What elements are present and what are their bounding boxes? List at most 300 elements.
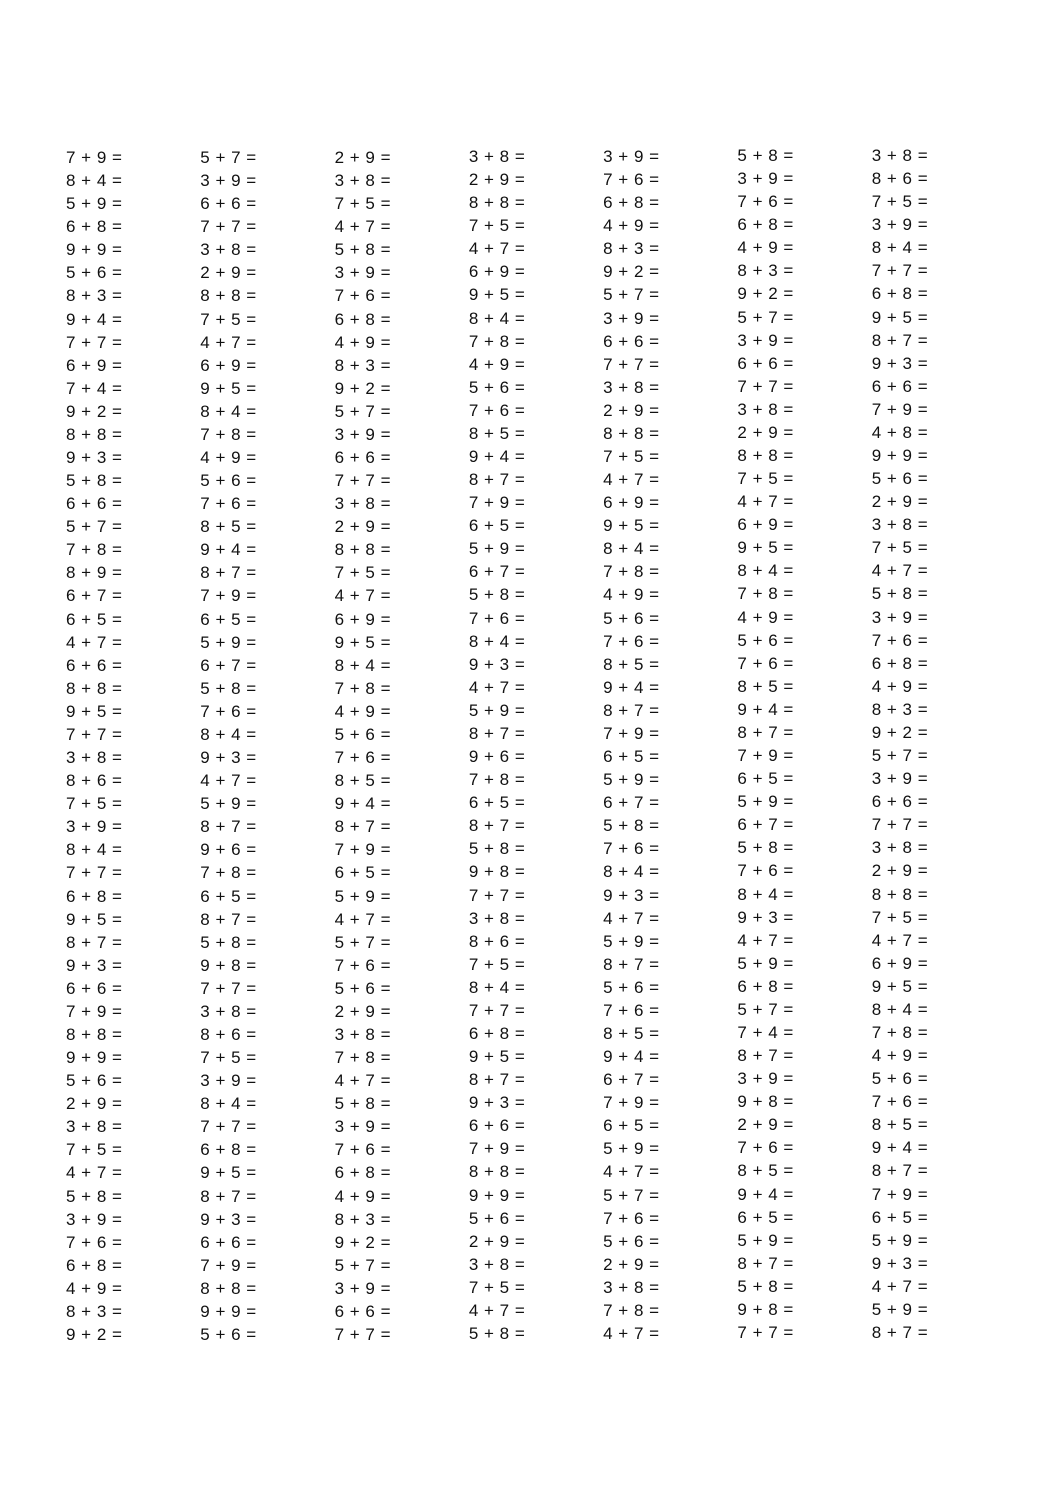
problem-column-4 xyxy=(469,145,603,1346)
addition-problem: 5 + 6 = xyxy=(871,469,929,489)
addition-problem: 8 + 8 = xyxy=(468,1162,526,1182)
addition-problem: 9 + 2 = xyxy=(334,1232,391,1252)
addition-problem: 8 + 4 = xyxy=(66,171,123,191)
addition-problem: 4 + 9 = xyxy=(334,1186,391,1206)
addition-problem: 8 + 4 = xyxy=(200,724,257,744)
addition-problem: 5 + 6 = xyxy=(603,608,660,628)
addition-problem: 6 + 7 = xyxy=(468,562,526,582)
addition-problem: 7 + 5 = xyxy=(871,907,929,927)
addition-problem: 6 + 9 = xyxy=(66,355,123,375)
addition-problem: 9 + 2 = xyxy=(66,1324,123,1344)
addition-problem: 7 + 9 = xyxy=(871,1184,929,1204)
addition-problem: 8 + 6 = xyxy=(871,169,929,189)
addition-problem: 9 + 4 = xyxy=(66,309,123,329)
addition-problem: 5 + 8 = xyxy=(66,1186,123,1206)
addition-problem: 7 + 6 = xyxy=(200,494,257,514)
addition-problem: 5 + 9 = xyxy=(871,1299,929,1319)
addition-problem: 7 + 7 = xyxy=(871,815,929,835)
addition-problem: 7 + 9 = xyxy=(468,493,526,513)
addition-problem: 8 + 4 = xyxy=(871,999,929,1019)
addition-problem: 6 + 6 = xyxy=(200,194,257,214)
addition-problem: 4 + 9 = xyxy=(737,238,794,258)
addition-problem: 7 + 6 = xyxy=(603,631,660,651)
addition-problem: 7 + 6 = xyxy=(468,608,526,628)
addition-problem: 9 + 2 = xyxy=(334,378,391,398)
addition-problem: 9 + 5 = xyxy=(737,538,794,558)
addition-problem: 7 + 7 = xyxy=(871,261,929,281)
addition-problem: 3 + 8 = xyxy=(468,908,526,928)
addition-problem: 7 + 6 = xyxy=(66,1232,123,1252)
addition-problem: 3 + 9 = xyxy=(66,1209,123,1229)
addition-problem: 5 + 6 = xyxy=(334,724,391,744)
addition-problem: 3 + 9 = xyxy=(334,1117,391,1137)
addition-problem: 8 + 8 = xyxy=(200,1278,257,1298)
addition-problem: 6 + 7 = xyxy=(603,1070,660,1090)
addition-problem: 6 + 8 = xyxy=(871,284,929,304)
addition-problem: 8 + 7 = xyxy=(603,700,660,720)
addition-problem: 4 + 7 = xyxy=(200,771,257,791)
addition-problem: 5 + 8 = xyxy=(200,932,257,952)
addition-problem: 6 + 5 = xyxy=(200,886,257,906)
addition-problem: 9 + 6 = xyxy=(468,747,526,767)
addition-problem: 6 + 5 = xyxy=(468,516,526,536)
addition-problem: 8 + 7 = xyxy=(468,470,526,490)
addition-problem: 8 + 4 = xyxy=(871,238,929,258)
addition-problem: 3 + 9 = xyxy=(871,215,929,235)
addition-problem: 5 + 7 = xyxy=(334,1255,391,1275)
addition-problem: 9 + 8 = xyxy=(737,1092,794,1112)
problem-column-5 xyxy=(603,145,737,1346)
addition-problem: 5 + 8 = xyxy=(66,471,123,491)
addition-problem: 4 + 7 = xyxy=(468,677,526,697)
addition-problem: 8 + 4 = xyxy=(603,539,660,559)
addition-problem: 8 + 9 = xyxy=(66,563,123,583)
addition-problem: 7 + 6 = xyxy=(334,286,391,306)
addition-problem: 3 + 9 = xyxy=(603,308,660,328)
addition-problem: 3 + 8 = xyxy=(603,1277,660,1297)
addition-problem: 3 + 8 = xyxy=(66,1117,123,1137)
addition-problem: 9 + 9 = xyxy=(200,1301,257,1321)
addition-problem: 7 + 5 = xyxy=(200,1048,257,1068)
addition-problem: 4 + 9 = xyxy=(200,448,257,468)
addition-problem: 7 + 5 = xyxy=(66,1140,123,1160)
addition-problem: 2 + 9 = xyxy=(871,861,929,881)
addition-worksheet xyxy=(66,144,1006,1346)
addition-problem: 7 + 8 = xyxy=(66,540,123,560)
addition-problem: 3 + 8 = xyxy=(871,146,929,165)
addition-problem: 5 + 8 = xyxy=(737,146,794,165)
addition-problem: 5 + 6 = xyxy=(871,1069,929,1089)
addition-problem: 7 + 8 = xyxy=(603,562,660,582)
problem-column-1 xyxy=(66,146,200,1346)
addition-problem: 8 + 8 = xyxy=(66,678,123,698)
addition-problem: 9 + 5 = xyxy=(871,307,929,327)
addition-problem: 8 + 7 = xyxy=(468,816,526,836)
addition-problem: 8 + 7 = xyxy=(603,954,660,974)
addition-problem: 8 + 7 = xyxy=(871,1161,929,1181)
addition-problem: 4 + 7 = xyxy=(871,561,929,581)
addition-problem: 8 + 4 = xyxy=(468,977,526,997)
addition-problem: 8 + 7 = xyxy=(334,817,391,837)
addition-problem: 5 + 8 = xyxy=(200,678,257,698)
addition-problem: 3 + 9 = xyxy=(737,1069,794,1089)
addition-problem: 4 + 8 = xyxy=(871,422,929,442)
addition-problem: 2 + 9 = xyxy=(66,1094,123,1114)
addition-problem: 5 + 9 = xyxy=(871,1230,929,1250)
addition-problem: 8 + 7 = xyxy=(737,722,794,742)
addition-problem: 7 + 7 = xyxy=(468,1000,526,1020)
addition-problem: 6 + 5 = xyxy=(468,793,526,813)
addition-problem: 7 + 8 = xyxy=(603,1300,660,1320)
addition-problem: 5 + 9 = xyxy=(737,953,794,973)
addition-problem: 7 + 9 = xyxy=(468,1139,526,1159)
addition-problem: 4 + 7 = xyxy=(334,1071,391,1091)
addition-problem: 5 + 9 = xyxy=(737,1230,794,1250)
addition-problem: 7 + 6 = xyxy=(334,748,391,768)
addition-problem: 9 + 6 = xyxy=(200,840,257,860)
addition-problem: 5 + 7 = xyxy=(871,746,929,766)
addition-problem: 8 + 7 = xyxy=(468,1070,526,1090)
addition-problem: 6 + 9 = xyxy=(200,355,257,375)
addition-problem: 2 + 9 = xyxy=(871,492,929,512)
addition-problem: 9 + 3 = xyxy=(737,907,794,927)
addition-problem: 7 + 5 = xyxy=(603,447,660,467)
addition-problem: 8 + 8 = xyxy=(871,884,929,904)
addition-problem: 6 + 6 = xyxy=(334,1301,391,1321)
addition-problem: 7 + 5 = xyxy=(871,192,929,212)
addition-problem: 9 + 3 = xyxy=(603,885,660,905)
addition-problem: 4 + 7 = xyxy=(871,1276,929,1296)
addition-problem: 9 + 5 = xyxy=(66,909,123,929)
addition-problem: 7 + 5 = xyxy=(871,538,929,558)
addition-problem: 7 + 7 = xyxy=(334,471,391,491)
addition-problem: 8 + 4 = xyxy=(737,561,794,581)
addition-problem: 4 + 7 = xyxy=(603,470,660,490)
addition-problem: 5 + 8 = xyxy=(871,584,929,604)
addition-problem: 8 + 7 = xyxy=(200,909,257,929)
addition-problem: 5 + 9 = xyxy=(334,886,391,906)
addition-problem: 3 + 9 = xyxy=(200,1071,257,1091)
addition-problem: 9 + 9 = xyxy=(66,1048,123,1068)
addition-problem: 4 + 9 = xyxy=(871,676,929,696)
addition-problem: 6 + 7 = xyxy=(737,815,794,835)
addition-problem: 9 + 5 = xyxy=(66,701,123,721)
addition-problem: 5 + 8 = xyxy=(334,1094,391,1114)
addition-problem: 6 + 6 = xyxy=(334,448,391,468)
addition-problem: 5 + 8 = xyxy=(334,240,391,260)
addition-problem: 7 + 6 = xyxy=(737,653,794,673)
addition-problem: 7 + 5 = xyxy=(334,194,391,214)
addition-problem: 8 + 8 = xyxy=(737,446,794,466)
addition-problem: 7 + 7 = xyxy=(737,1322,794,1342)
problem-column-6 xyxy=(737,144,871,1346)
addition-problem: 7 + 9 = xyxy=(603,723,660,743)
addition-problem: 7 + 8 = xyxy=(468,770,526,790)
addition-problem: 4 + 9 = xyxy=(334,701,391,721)
addition-problem: 5 + 8 = xyxy=(468,839,526,859)
addition-problem: 5 + 9 = xyxy=(603,1139,660,1159)
addition-problem: 6 + 9 = xyxy=(603,493,660,513)
addition-problem: 6 + 6 = xyxy=(66,655,123,675)
addition-problem: 8 + 6 = xyxy=(468,931,526,951)
addition-problem: 9 + 4 = xyxy=(737,699,794,719)
addition-problem: 3 + 8 = xyxy=(468,147,526,166)
addition-problem: 7 + 9 = xyxy=(66,148,123,167)
addition-problem: 9 + 3 = xyxy=(468,1093,526,1113)
addition-problem: 2 + 9 = xyxy=(603,400,660,420)
addition-problem: 9 + 9 = xyxy=(871,446,929,466)
addition-problem: 6 + 6 = xyxy=(66,978,123,998)
addition-problem: 8 + 8 = xyxy=(200,286,257,306)
addition-problem: 9 + 4 = xyxy=(334,794,391,814)
addition-problem: 7 + 6 = xyxy=(468,400,526,420)
addition-problem: 9 + 4 = xyxy=(200,540,257,560)
addition-problem: 6 + 5 = xyxy=(603,1116,660,1136)
addition-problem: 7 + 6 = xyxy=(603,1000,660,1020)
addition-problem: 5 + 6 = xyxy=(334,978,391,998)
addition-problem: 4 + 7 = xyxy=(737,930,794,950)
addition-problem: 9 + 3 = xyxy=(66,448,123,468)
addition-problem: 4 + 7 = xyxy=(334,586,391,606)
addition-problem: 5 + 6 = xyxy=(200,471,257,491)
addition-problem: 3 + 8 = xyxy=(66,748,123,768)
problem-column-7 xyxy=(872,144,1006,1346)
addition-problem: 7 + 9 = xyxy=(603,1093,660,1113)
addition-problem: 6 + 9 = xyxy=(871,953,929,973)
addition-problem: 3 + 8 = xyxy=(334,1024,391,1044)
addition-problem: 4 + 7 = xyxy=(871,930,929,950)
addition-problem: 8 + 7 = xyxy=(200,817,257,837)
addition-problem: 5 + 6 = xyxy=(468,377,526,397)
addition-problem: 7 + 6 = xyxy=(334,955,391,975)
addition-problem: 6 + 5 = xyxy=(334,863,391,883)
addition-problem: 6 + 9 = xyxy=(334,609,391,629)
addition-problem: 3 + 8 = xyxy=(334,171,391,191)
addition-problem: 3 + 9 = xyxy=(66,817,123,837)
addition-problem: 4 + 7 = xyxy=(737,492,794,512)
addition-problem: 8 + 7 = xyxy=(871,330,929,350)
addition-problem: 8 + 7 = xyxy=(737,1046,794,1066)
addition-problem: 8 + 7 = xyxy=(66,932,123,952)
addition-problem: 8 + 3 = xyxy=(334,1209,391,1229)
addition-problem: 5 + 9 = xyxy=(468,539,526,559)
addition-problem: 6 + 8 = xyxy=(334,1163,391,1183)
addition-problem: 2 + 9 = xyxy=(334,1001,391,1021)
addition-problem: 6 + 7 = xyxy=(66,586,123,606)
addition-problem: 6 + 6 = xyxy=(66,494,123,514)
addition-problem: 7 + 6 = xyxy=(603,1208,660,1228)
addition-problem: 6 + 8 = xyxy=(66,217,123,237)
addition-problem: 3 + 9 = xyxy=(334,1278,391,1298)
addition-problem: 4 + 7 = xyxy=(200,332,257,352)
addition-problem: 9 + 4 = xyxy=(468,447,526,467)
addition-problem: 4 + 9 = xyxy=(603,216,660,236)
addition-problem: 7 + 7 = xyxy=(603,354,660,374)
addition-problem: 8 + 4 = xyxy=(737,884,794,904)
addition-problem: 8 + 7 = xyxy=(200,563,257,583)
addition-problem: 7 + 6 = xyxy=(200,701,257,721)
addition-problem: 9 + 2 = xyxy=(66,401,123,421)
addition-problem: 4 + 7 = xyxy=(468,239,526,259)
addition-problem: 8 + 8 = xyxy=(66,424,123,444)
addition-problem: 6 + 8 = xyxy=(871,653,929,673)
addition-problem: 3 + 9 = xyxy=(737,169,794,189)
addition-problem: 7 + 9 = xyxy=(200,1255,257,1275)
addition-problem: 5 + 8 = xyxy=(603,816,660,836)
addition-problem: 9 + 5 = xyxy=(871,976,929,996)
addition-problem: 8 + 4 = xyxy=(468,631,526,651)
addition-problem: 5 + 8 = xyxy=(737,838,794,858)
addition-problem: 4 + 7 = xyxy=(334,909,391,929)
addition-problem: 6 + 7 = xyxy=(200,655,257,675)
addition-problem: 8 + 3 = xyxy=(66,1301,123,1321)
addition-problem: 4 + 7 = xyxy=(66,632,123,652)
addition-problem: 6 + 9 = xyxy=(737,515,794,535)
addition-problem: 8 + 4 = xyxy=(66,840,123,860)
addition-problem: 7 + 8 = xyxy=(334,1048,391,1068)
addition-problem: 5 + 7 = xyxy=(66,517,123,537)
addition-problem: 4 + 7 = xyxy=(603,1323,660,1343)
addition-problem: 7 + 5 = xyxy=(468,216,526,236)
addition-problem: 7 + 6 = xyxy=(871,1092,929,1112)
addition-problem: 7 + 5 = xyxy=(737,469,794,489)
addition-problem: 6 + 8 = xyxy=(66,1255,123,1275)
addition-problem: 7 + 4 = xyxy=(737,1022,794,1042)
addition-problem: 7 + 6 = xyxy=(737,1138,794,1158)
addition-problem: 7 + 6 = xyxy=(603,839,660,859)
addition-problem: 9 + 2 = xyxy=(737,284,794,304)
addition-problem: 6 + 6 = xyxy=(871,376,929,396)
addition-problem: 5 + 9 = xyxy=(200,794,257,814)
addition-problem: 3 + 8 = xyxy=(737,399,794,419)
addition-problem: 5 + 7 = xyxy=(334,401,391,421)
addition-problem: 9 + 8 = xyxy=(468,862,526,882)
addition-problem: 9 + 8 = xyxy=(200,955,257,975)
addition-problem: 8 + 6 = xyxy=(66,771,123,791)
addition-problem: 3 + 9 = xyxy=(871,769,929,789)
addition-problem: 8 + 7 = xyxy=(737,1253,794,1273)
addition-problem: 4 + 9 = xyxy=(871,1046,929,1066)
addition-problem: 5 + 7 = xyxy=(603,1185,660,1205)
addition-problem: 7 + 8 = xyxy=(334,678,391,698)
addition-problem: 3 + 8 = xyxy=(200,240,257,260)
addition-problem: 7 + 9 = xyxy=(200,586,257,606)
addition-problem: 8 + 4 = xyxy=(200,401,257,421)
addition-problem: 8 + 4 = xyxy=(603,862,660,882)
addition-problem: 2 + 9 = xyxy=(603,1254,660,1274)
addition-problem: 9 + 2 = xyxy=(603,262,660,282)
addition-problem: 3 + 8 = xyxy=(871,515,929,535)
addition-problem: 3 + 8 = xyxy=(468,1254,526,1274)
addition-problem: 9 + 3 = xyxy=(468,654,526,674)
addition-problem: 7 + 7 = xyxy=(468,885,526,905)
addition-problem: 7 + 5 = xyxy=(66,794,123,814)
addition-problem: 7 + 7 = xyxy=(334,1324,391,1344)
addition-problem: 7 + 4 = xyxy=(66,378,123,398)
addition-problem: 7 + 7 = xyxy=(66,724,123,744)
addition-problem: 7 + 8 = xyxy=(200,424,257,444)
addition-problem: 7 + 6 = xyxy=(737,192,794,212)
problem-column-3 xyxy=(335,146,469,1346)
addition-problem: 6 + 8 = xyxy=(737,215,794,235)
addition-problem: 7 + 8 = xyxy=(737,584,794,604)
addition-problem: 6 + 8 = xyxy=(468,1023,526,1043)
addition-problem: 8 + 3 = xyxy=(66,286,123,306)
addition-problem: 7 + 7 = xyxy=(200,217,257,237)
addition-problem: 8 + 3 = xyxy=(334,355,391,375)
problem-column-2 xyxy=(200,146,334,1346)
addition-problem: 7 + 7 = xyxy=(66,863,123,883)
addition-problem: 6 + 6 = xyxy=(200,1232,257,1252)
addition-problem: 5 + 6 = xyxy=(603,1231,660,1251)
addition-problem: 2 + 9 = xyxy=(737,422,794,442)
addition-problem: 8 + 5 = xyxy=(871,1115,929,1135)
addition-problem: 2 + 9 = xyxy=(200,263,257,283)
addition-problem: 8 + 4 = xyxy=(334,655,391,675)
addition-problem: 4 + 7 = xyxy=(334,217,391,237)
addition-problem: 3 + 8 = xyxy=(871,838,929,858)
addition-problem: 7 + 9 = xyxy=(737,746,794,766)
addition-problem: 6 + 5 = xyxy=(200,609,257,629)
addition-problem: 9 + 5 = xyxy=(334,632,391,652)
addition-problem: 4 + 9 = xyxy=(737,607,794,627)
addition-problem: 8 + 8 = xyxy=(334,540,391,560)
addition-problem: 5 + 9 = xyxy=(603,931,660,951)
addition-problem: 7 + 9 = xyxy=(66,1001,123,1021)
addition-problem: 6 + 7 = xyxy=(603,793,660,813)
addition-problem: 9 + 5 = xyxy=(468,1047,526,1067)
addition-problem: 9 + 3 = xyxy=(200,748,257,768)
addition-problem: 9 + 5 = xyxy=(603,516,660,536)
addition-problem: 3 + 9 = xyxy=(871,607,929,627)
addition-problem: 7 + 5 = xyxy=(468,954,526,974)
addition-problem: 5 + 7 = xyxy=(603,285,660,305)
addition-problem: 5 + 8 = xyxy=(468,1323,526,1343)
addition-problem: 6 + 9 = xyxy=(468,262,526,282)
addition-problem: 9 + 3 = xyxy=(200,1209,257,1229)
addition-problem: 8 + 3 = xyxy=(871,699,929,719)
addition-problem: 9 + 3 = xyxy=(871,1253,929,1273)
addition-problem: 8 + 5 = xyxy=(468,423,526,443)
addition-problem: 3 + 8 = xyxy=(334,494,391,514)
addition-problem: 4 + 7 = xyxy=(603,908,660,928)
addition-problem: 3 + 9 = xyxy=(200,171,257,191)
addition-problem: 8 + 5 = xyxy=(603,654,660,674)
addition-problem: 8 + 5 = xyxy=(737,1161,794,1181)
addition-problem: 9 + 4 = xyxy=(737,1184,794,1204)
addition-problem: 7 + 5 = xyxy=(200,309,257,329)
addition-problem: 5 + 6 = xyxy=(66,263,123,283)
addition-problem: 9 + 4 = xyxy=(603,1047,660,1067)
addition-problem: 6 + 6 = xyxy=(737,353,794,373)
addition-problem: 5 + 7 = xyxy=(334,932,391,952)
addition-problem: 9 + 4 = xyxy=(871,1138,929,1158)
addition-problem: 9 + 9 = xyxy=(66,240,123,260)
addition-problem: 6 + 5 = xyxy=(737,1207,794,1227)
addition-problem: 2 + 9 = xyxy=(737,1115,794,1135)
addition-problem: 5 + 6 = xyxy=(66,1071,123,1091)
addition-problem: 4 + 7 = xyxy=(603,1162,660,1182)
addition-problem: 5 + 9 = xyxy=(737,792,794,812)
addition-problem: 5 + 9 = xyxy=(200,632,257,652)
addition-problem: 9 + 8 = xyxy=(737,1299,794,1319)
addition-problem: 2 + 9 = xyxy=(468,170,526,190)
addition-problem: 2 + 9 = xyxy=(334,517,391,537)
addition-problem: 6 + 6 = xyxy=(871,792,929,812)
addition-problem: 5 + 7 = xyxy=(737,999,794,1019)
addition-problem: 8 + 8 = xyxy=(66,1024,123,1044)
addition-problem: 5 + 6 = xyxy=(737,630,794,650)
